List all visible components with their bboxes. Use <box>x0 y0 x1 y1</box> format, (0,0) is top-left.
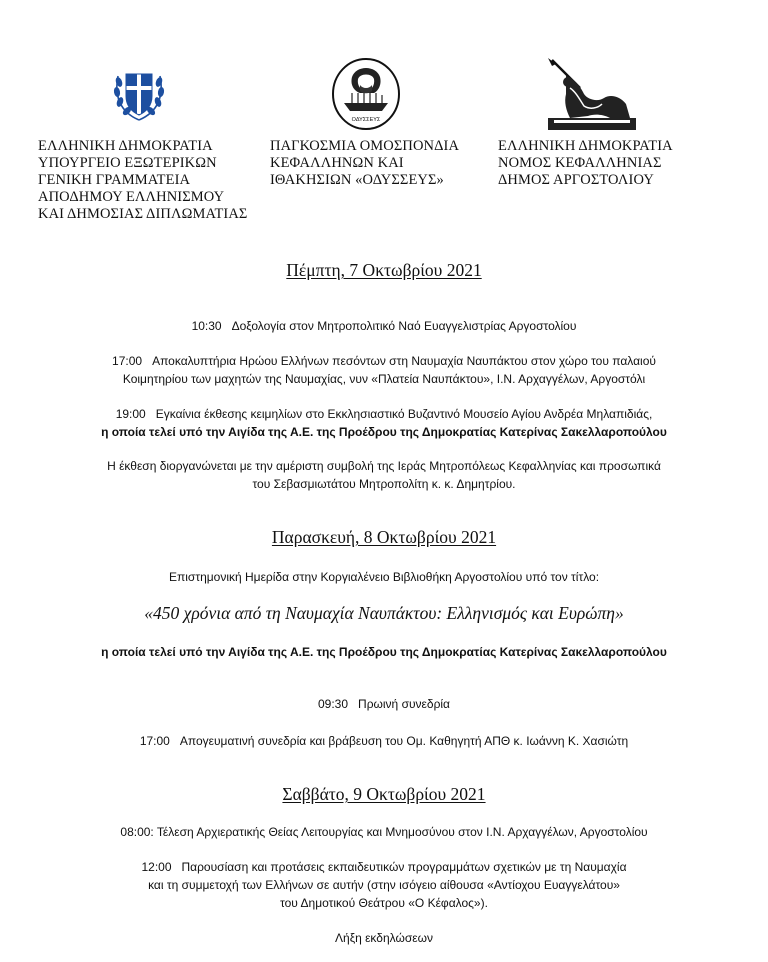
day3-event-presentation <box>0 858 768 876</box>
day3-event-presentation-cont1: και τη συμμετοχή των Ελλήνων σε αυτήν (στην ισόγειο αίθουσα «Αντίοχου Ευαγγελάτου» <box>148 878 620 892</box>
org-line: ΕΛΛΗΝΙΚΗ ΔΗΜΟΚΡΑΤΙΑ <box>498 138 673 154</box>
greek-republic-emblem-icon <box>108 62 170 124</box>
day2-title: Παρασκευή, 8 Οκτωβρίου 2021 <box>271 527 497 547</box>
event-time: 10:30 <box>191 319 222 333</box>
org-line: ΝΟΜΟΣ ΚΕΦΑΛΛΗΝΙΑΣ <box>498 155 662 171</box>
org-line: ΙΘΑΚΗΣΙΩΝ «ΟΔΥΣΣΕΥΣ» <box>270 172 444 188</box>
event-text: Παρουσίαση και προτάσεις εκπαιδευτικών προγραμμάτων σχετικών με τη Ναυμαχία <box>181 860 627 874</box>
day1-note-line1: Η έκθεση διοργανώνεται με την αμέριστη συμβολή της Ιεράς Μητροπόλεως Κεφαλληνίας και προσωπικά <box>107 459 661 473</box>
day3-title: Σαββάτο, 9 Οκτωβρίου 2021 <box>282 784 486 804</box>
day2-conference-title: «450 χρόνια από τη Ναυμαχία Ναυπάκτου: Ελληνισμός και Ευρώπη» <box>144 603 624 623</box>
day1-event-exhibition <box>0 405 768 423</box>
event-time: 17:00 <box>112 354 143 368</box>
org-line: ΚΑΙ ΔΗΜΟΣΙΑΣ ΔΙΠΛΩΜΑΤΙΑΣ <box>38 206 248 222</box>
odysseus-logo-text: ΟΔΥΣΣΕΥΣ <box>351 117 381 123</box>
org-line: ΚΕΦΑΛΛΗΝΩΝ ΚΑΙ <box>270 155 404 171</box>
org-odysseus-federation <box>270 138 459 189</box>
day3-event-presentation-cont2: του Δημοτικού Θεάτρου «Ο Κέφαλος»). <box>280 896 488 910</box>
event-text: Αποκαλυπτήρια Ηρώου Ελλήνων πεσόντων στη Ναυμαχία Ναυπάκτου στον χώρο του παλαιού <box>152 354 656 368</box>
event-text: Απογευματινή συνεδρία και βράβευση του Ομ. Καθηγητή ΑΠΘ κ. Ιωάννη Κ. Χασιώτη <box>179 734 629 748</box>
day1-patronage: η οποία τελεί υπό την Αιγίδα της Α.Ε. της Προέδρου της Δημοκρατίας Κατερίνας Σακελλαροπούλου <box>101 425 667 439</box>
closing-text: Λήξη εκδηλώσεων <box>335 931 433 945</box>
argostoli-statue-icon <box>540 58 640 134</box>
day2-event-afternoon <box>0 732 768 750</box>
event-time: 17:00 <box>139 734 170 748</box>
odysseus-federation-logo-icon <box>330 57 402 131</box>
org-line: ΔΗΜΟΣ ΑΡΓΟΣΤΟΛΙΟΥ <box>498 172 654 188</box>
org-ministry-foreign-affairs <box>38 138 247 223</box>
org-line: ΓΕΝΙΚΗ ΓΡΑΜΜΑΤΕΙΑ <box>38 172 191 188</box>
event-time: 19:00 <box>115 407 146 421</box>
day1-event-doxology <box>0 317 768 335</box>
event-text: Πρωινή συνεδρία <box>358 697 450 711</box>
day2-event-morning <box>0 695 768 713</box>
org-line: ΠΑΓΚΟΣΜΙΑ ΟΜΟΣΠΟΝΔΙΑ <box>270 138 460 154</box>
event-time: 09:30 <box>318 697 349 711</box>
org-argostoli-municipality <box>498 138 673 189</box>
org-line: ΥΠΟΥΡΓΕΙΟ ΕΞΩΤΕΡΙΚΩΝ <box>38 155 217 171</box>
day1-note-line2: του Σεβασμιωτάτου Μητροπολίτη κ. κ. Δημητρίου. <box>252 477 516 491</box>
day1-title: Πέμπτη, 7 Οκτωβρίου 2021 <box>286 260 482 280</box>
day2-patronage: η οποία τελεί υπό την Αιγίδα της Α.Ε. της Προέδρου της Δημοκρατίας Κατερίνας Σακελλαροπούλου <box>101 645 667 659</box>
event-text: Δοξολογία στον Μητροπολιτικό Ναό Ευαγγελιστρίας Αργοστολίου <box>231 319 577 333</box>
event-time: 12:00 <box>141 860 172 874</box>
org-line: ΕΛΛΗΝΙΚΗ ΔΗΜΟΚΡΑΤΙΑ <box>38 138 213 154</box>
day2-intro: Επιστημονική Ημερίδα στην Κοργιαλένειο Βιβλιοθήκη Αργοστολίου υπό τον τίτλο: <box>168 570 600 584</box>
day1-event-unveiling <box>0 352 768 370</box>
org-line: ΑΠΟΔΗΜΟΥ ΕΛΛΗΝΙΣΜΟΥ <box>38 189 225 205</box>
day1-event-unveiling-cont: Κοιμητηρίου των μαχητών της Ναυμαχίας, νυν «Πλατεία Ναυπάκτου», Ι.Ν. Αρχαγγέλων, Αργοστόλι <box>122 372 646 386</box>
event-text: Εγκαίνια έκθεσης κειμηλίων στο Εκκλησιαστικό Βυζαντινό Μουσείο Αγίου Ανδρέα Μηλαπιδιάς, <box>155 407 653 421</box>
day3-event-liturgy: 08:00: Τέλεση Αρχιερατικής Θείας Λειτουργίας και Μνημοσύνου στον Ι.Ν. Αρχαγγέλων, Αργοστολίου <box>120 825 648 839</box>
